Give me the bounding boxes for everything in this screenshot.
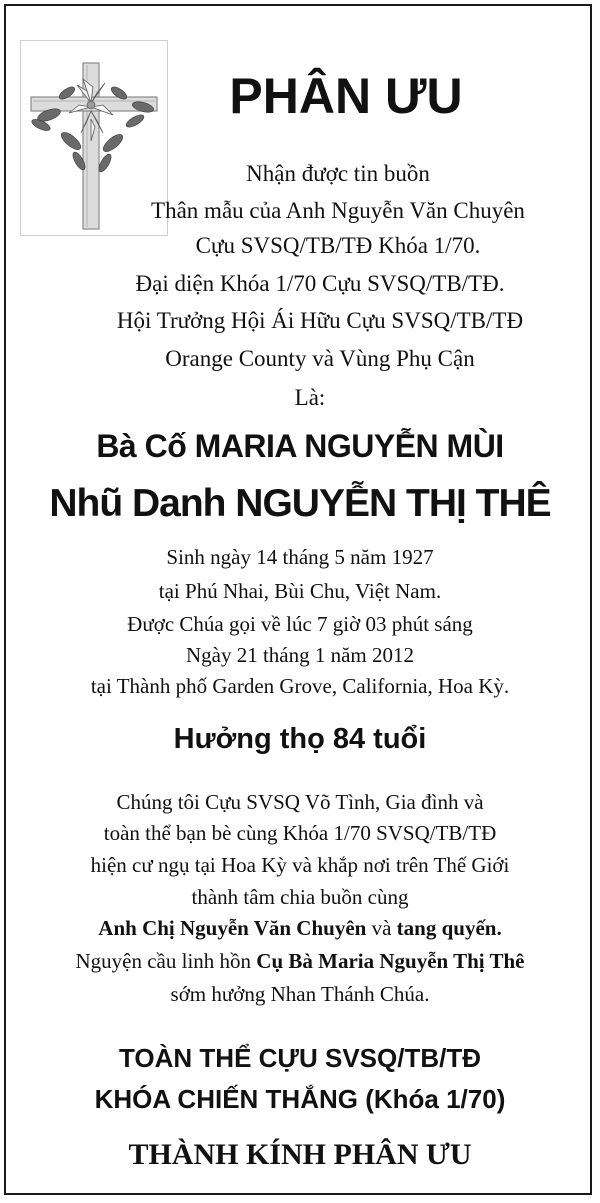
message-line: thành tâm chia buồn cùng [191, 885, 409, 909]
message-line: Chúng tôi Cựu SVSQ Võ Tình, Gia đình và [116, 790, 484, 814]
signature-line: TOÀN THỂ CỰU SVSQ/TB/TĐ [119, 1043, 481, 1073]
message-line: toàn thể bạn bè cùng Khóa 1/70 SVSQ/TB/TĐ [103, 821, 497, 845]
bereaved-family-name: Anh Chị Nguyễn Văn Chuyên [98, 916, 367, 940]
intro-line: Thân mẫu của Anh Nguyễn Văn Chuyên [151, 198, 525, 223]
message-line [0, 915, 600, 941]
page-title: PHÂN ƯU [229, 68, 463, 124]
closing-line: THÀNH KÍNH PHÂN ƯU [128, 1138, 472, 1171]
detail-line: tại Phú Nhai, Bùi Chu, Việt Nam. [158, 579, 442, 603]
message-line [0, 948, 600, 974]
detail-line: Được Chúa gọi về lúc 7 giờ 03 phút sáng [127, 612, 473, 636]
message-line: hiện cư ngụ tại Hoa Kỳ và khắp nơi trên Thế Giới [90, 853, 510, 877]
deceased-maiden-name: Nhũ Danh NGUYỄN THỊ THÊ [49, 482, 551, 525]
bereaved-family-suffix: tang quyến. [396, 916, 502, 940]
age-line: Hưởng thọ 84 tuổi [173, 723, 427, 755]
prayer-text: Nguyện cầu linh hồn [75, 949, 252, 973]
intro-line: Cựu SVSQ/TB/TĐ Khóa 1/70. [195, 233, 481, 258]
intro-line: Orange County và Vùng Phụ Cận [165, 346, 475, 371]
detail-line: Sinh ngày 14 tháng 5 năm 1927 [166, 545, 434, 569]
detail-line: tại Thành phố Garden Grove, California, Hoa Kỳ. [90, 674, 510, 698]
intro-line: Đại diện Khóa 1/70 Cựu SVSQ/TB/TĐ. [135, 271, 505, 296]
intro-line: Hội Trưởng Hội Ái Hữu Cựu SVSQ/TB/TĐ [116, 308, 524, 333]
conjunction-text: và [371, 916, 392, 940]
deceased-name: Bà Cố MARIA NGUYỄN MÙI [96, 428, 504, 464]
message-line: sớm hưởng Nhan Thánh Chúa. [170, 982, 430, 1006]
intro-line: Nhận được tin buồn [246, 161, 430, 186]
deceased-honorific-name: Cụ Bà Maria Nguyễn Thị Thê [256, 949, 525, 973]
detail-line: Ngày 21 tháng 1 năm 2012 [185, 643, 415, 667]
signature-line: KHÓA CHIẾN THẮNG (Khóa 1/70) [94, 1084, 506, 1114]
intro-line: Là: [294, 385, 326, 410]
